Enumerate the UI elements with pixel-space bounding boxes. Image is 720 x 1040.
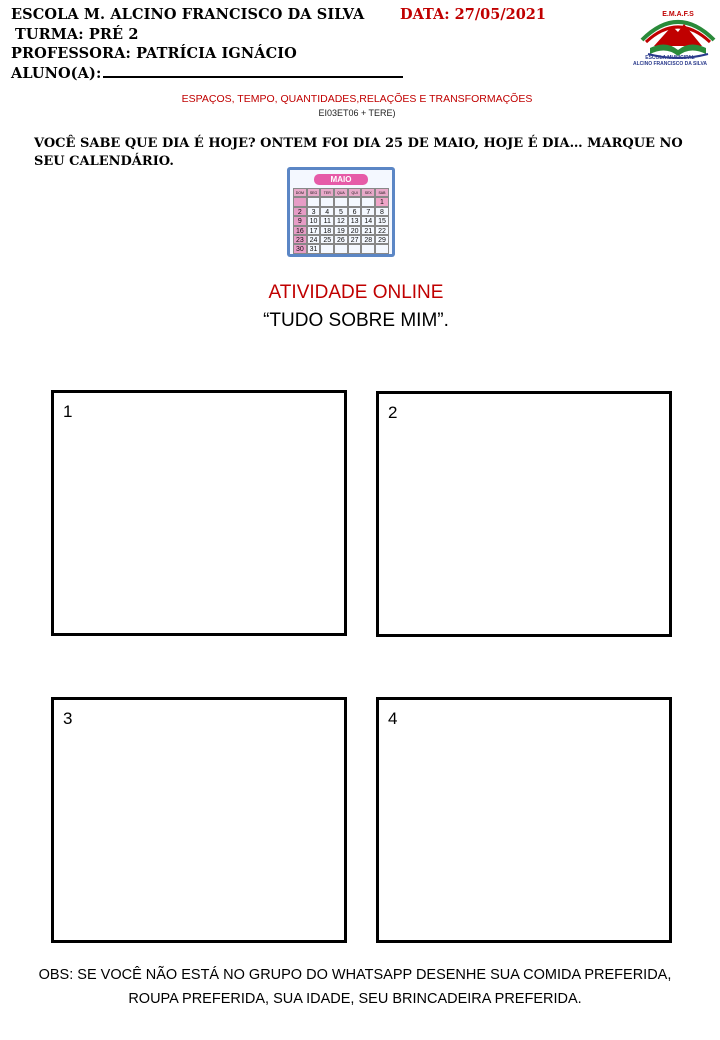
- calendar-image: [287, 167, 395, 257]
- drawing-box-4[interactable]: [376, 697, 672, 943]
- observation-note: OBS: SE VOCÊ NÃO ESTÁ NO GRUPO DO WHATSAPP DESENHE SUA COMIDA PREFERIDA, ROUPA PREFERIDA, SUA IDADE, SEU BRINCADEIRA PREFERIDA.: [38, 967, 672, 1007]
- box-number: 1: [63, 402, 73, 421]
- calendar-day[interactable]: [293, 197, 307, 206]
- calendar-day[interactable]: 4: [320, 207, 334, 216]
- calendar-day[interactable]: [320, 244, 334, 253]
- calendar-day[interactable]: [361, 244, 375, 253]
- question-text: VOCÊ SABE QUE DIA É HOJE? ONTEM FOI DIA 25 DE MAIO, HOJE É DIA… MARQUE NO SEU CALENDÁRIO.: [34, 136, 683, 169]
- calendar-day[interactable]: 13: [348, 216, 362, 225]
- calendar-week-row: [293, 235, 389, 244]
- calendar-day[interactable]: [320, 197, 334, 206]
- calendar-day[interactable]: 23: [293, 235, 307, 244]
- calendar-day[interactable]: 2: [293, 207, 307, 216]
- calendar-day[interactable]: 29: [375, 235, 389, 244]
- calendar-week-row: [293, 197, 389, 206]
- calendar-day[interactable]: 19: [334, 226, 348, 235]
- calendar-weekday: SAB: [375, 188, 389, 197]
- calendar-day[interactable]: 5: [334, 207, 348, 216]
- drawing-box-3[interactable]: [51, 697, 347, 943]
- calendar-day[interactable]: 31: [307, 244, 321, 253]
- calendar-sheet: [290, 170, 392, 254]
- logo-caption-line2: ALCINO FRANCISCO DA SILVA: [632, 61, 708, 67]
- calendar-day[interactable]: 30: [293, 244, 307, 253]
- logo-caption-line1: ESCOLA MUNICIPAL: [645, 55, 695, 61]
- calendar-day[interactable]: 11: [320, 216, 334, 225]
- calendar-day[interactable]: 9: [293, 216, 307, 225]
- subject-line: ESPAÇOS, TEMPO, QUANTIDADES,RELAÇÕES E TRANSFORMAÇÕES: [181, 93, 533, 105]
- calendar-day[interactable]: 15: [375, 216, 389, 225]
- bncc-code: EI03ET06 + TERE): [318, 108, 396, 118]
- calendar-day[interactable]: 25: [320, 235, 334, 244]
- box-number: 2: [388, 403, 398, 422]
- calendar-weekday: DOM: [293, 188, 307, 197]
- calendar-day[interactable]: [348, 197, 362, 206]
- calendar-day[interactable]: [375, 244, 389, 253]
- calendar-day[interactable]: 14: [361, 216, 375, 225]
- calendar-weekday: TER: [320, 188, 334, 197]
- calendar-day[interactable]: 1: [375, 197, 389, 206]
- student-field: [11, 64, 403, 82]
- student-label: ALUNO(A):: [11, 65, 102, 82]
- class-label: TURMA: PRÉ 2: [15, 26, 139, 43]
- teacher-label: PROFESSORA: PATRÍCIA IGNÁCIO: [11, 45, 297, 62]
- calendar-day[interactable]: 10: [307, 216, 321, 225]
- calendar-day[interactable]: [361, 197, 375, 206]
- date-label: DATA: 27/05/2021: [400, 6, 546, 23]
- calendar-day[interactable]: 27: [348, 235, 362, 244]
- box-number: 3: [63, 709, 73, 728]
- calendar-day[interactable]: 26: [334, 235, 348, 244]
- calendar-day[interactable]: 8: [375, 207, 389, 216]
- calendar-day[interactable]: 16: [293, 226, 307, 235]
- logo-letters: E.M.A.F.S: [662, 11, 694, 18]
- calendar-day[interactable]: [307, 197, 321, 206]
- calendar-day[interactable]: 6: [348, 207, 362, 216]
- calendar-day[interactable]: [348, 244, 362, 253]
- calendar-weekday-row: [293, 188, 389, 197]
- calendar-weekday: QUI: [348, 188, 362, 197]
- calendar-day[interactable]: 28: [361, 235, 375, 244]
- drawing-box-2[interactable]: [376, 391, 672, 637]
- drawing-box-1[interactable]: [51, 390, 347, 636]
- calendar-week-row: [293, 216, 389, 225]
- calendar-day[interactable]: 18: [320, 226, 334, 235]
- calendar-grid: [293, 188, 389, 254]
- student-name-line[interactable]: [103, 64, 403, 78]
- calendar-weekday: SEX: [361, 188, 375, 197]
- calendar-week-row: [293, 207, 389, 216]
- logo-caption: [622, 55, 718, 67]
- calendar-day[interactable]: 17: [307, 226, 321, 235]
- calendar-day[interactable]: 22: [375, 226, 389, 235]
- calendar-week-row: [293, 226, 389, 235]
- calendar-day[interactable]: 3: [307, 207, 321, 216]
- calendar-day[interactable]: [334, 244, 348, 253]
- calendar-week-row: [293, 244, 389, 253]
- calendar-weekday: QUA: [334, 188, 348, 197]
- calendar-day[interactable]: 20: [348, 226, 362, 235]
- calendar-day[interactable]: [334, 197, 348, 206]
- calendar-day[interactable]: 7: [361, 207, 375, 216]
- calendar-weekday: SEG: [307, 188, 321, 197]
- school-name: ESCOLA M. ALCINO FRANCISCO DA SILVA: [11, 6, 365, 23]
- activity-subtitle: “TUDO SOBRE MIM”.: [263, 310, 449, 331]
- activity-title: ATIVIDADE ONLINE: [268, 282, 444, 303]
- calendar-month: MAIO: [314, 174, 368, 185]
- calendar-day[interactable]: 12: [334, 216, 348, 225]
- calendar-day[interactable]: 24: [307, 235, 321, 244]
- calendar-day[interactable]: 21: [361, 226, 375, 235]
- box-number: 4: [388, 709, 398, 728]
